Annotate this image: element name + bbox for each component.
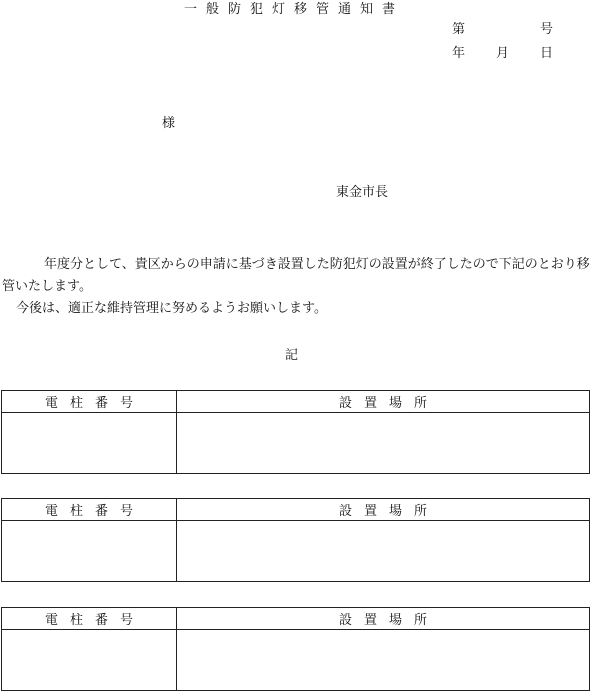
body-paragraph-2: 今後は、適正な維持管理に努めるようお願いします。 bbox=[16, 301, 327, 316]
location-header-label: 設置場所 bbox=[338, 396, 439, 411]
sender-name: 東金市長 bbox=[336, 185, 389, 200]
date-month-label: 月 bbox=[496, 46, 510, 61]
date-day-label: 日 bbox=[540, 46, 554, 61]
body-text bbox=[2, 254, 590, 320]
ki-heading: 記 bbox=[285, 348, 299, 363]
table-row bbox=[2, 413, 590, 474]
table-row bbox=[2, 521, 590, 582]
pole-number-header bbox=[2, 391, 177, 413]
table-header-row bbox=[2, 499, 590, 521]
location-cell[interactable] bbox=[177, 630, 590, 691]
doc-number-suffix: 号 bbox=[540, 22, 554, 37]
date-year-label: 年 bbox=[452, 46, 466, 61]
table-header-row bbox=[2, 608, 590, 630]
pole-number-header-label: 電柱番号 bbox=[44, 613, 145, 628]
pole-number-header-label: 電柱番号 bbox=[44, 396, 145, 411]
pole-table-3 bbox=[1, 607, 590, 691]
body-paragraph-1: 年度分として、貴区からの申請に基づき設置した防犯灯の設置が終了したので下記のとおり移管いたします。 bbox=[2, 257, 590, 294]
table-row bbox=[2, 630, 590, 691]
pole-number-header bbox=[2, 499, 177, 521]
table-header-row bbox=[2, 391, 590, 413]
pole-number-cell[interactable] bbox=[2, 630, 177, 691]
pole-table-1 bbox=[1, 390, 590, 474]
pole-table-2 bbox=[1, 498, 590, 582]
pole-number-header bbox=[2, 608, 177, 630]
location-header bbox=[177, 608, 590, 630]
location-cell[interactable] bbox=[177, 413, 590, 474]
location-header-label: 設置場所 bbox=[338, 504, 439, 519]
document-title: 一般防犯灯移管通知書 bbox=[184, 2, 405, 17]
pole-number-cell[interactable] bbox=[2, 521, 177, 582]
location-cell[interactable] bbox=[177, 521, 590, 582]
location-header-label: 設置場所 bbox=[338, 613, 439, 628]
location-header bbox=[177, 499, 590, 521]
pole-number-cell[interactable] bbox=[2, 413, 177, 474]
pole-number-header-label: 電柱番号 bbox=[44, 504, 145, 519]
doc-number-prefix: 第 bbox=[452, 22, 466, 37]
location-header bbox=[177, 391, 590, 413]
addressee-suffix: 様 bbox=[162, 116, 176, 131]
